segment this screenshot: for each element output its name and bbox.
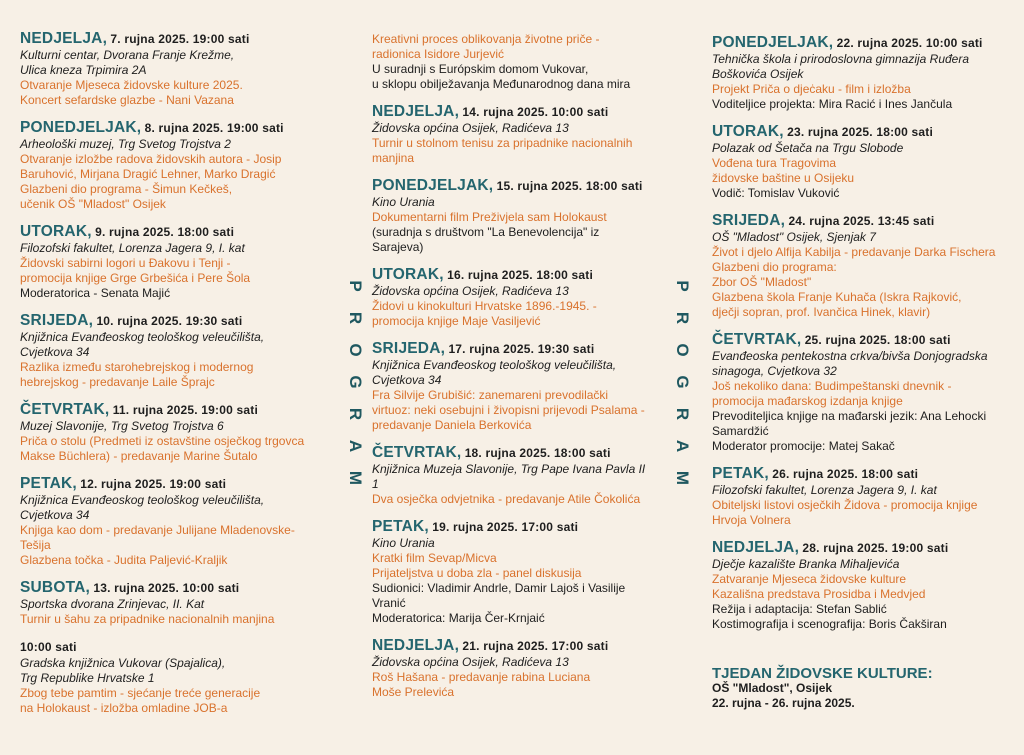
event-line: Glazbeni dio programa - Šimun Kečkeš,: [20, 182, 233, 196]
event-date: 13. rujna 2025. 10:00 sati: [93, 581, 240, 595]
event-line: manjina: [372, 151, 415, 165]
event-header: [372, 444, 647, 462]
event-day: ČETVRTAK,: [20, 401, 110, 418]
event-date: 25. rujna 2025. 18:00 sati: [804, 333, 951, 347]
program-column-3: [712, 34, 1012, 643]
event-location: Muzej Slavonije, Trg Svetog Trojstva 6: [20, 419, 224, 433]
event-header: [20, 223, 320, 241]
event-date: 11. rujna 2025. 19:00 sati: [112, 403, 258, 417]
event-line: promocija knjige Grge Grbešića i Pere Šola: [20, 271, 251, 285]
event-day: ČETVRTAK,: [712, 331, 802, 348]
event-location: Knjižnica Evanđeoskog teološkog veleučilišta,: [20, 330, 265, 344]
event-block: [372, 518, 647, 626]
event-location: Filozofski fakultet, Lorenza Jagera 9, I. kat: [20, 241, 245, 255]
event-line: Još nekoliko dana: Budimpeštanski dnevnik -: [712, 379, 952, 393]
final-block: [712, 660, 1012, 711]
event-location: Knjižnica Evanđeoskog teološkog veleučilišta,: [372, 358, 617, 372]
event-line: Razlika između starohebrejskog i modernog: [20, 360, 254, 374]
event-location: Dječje kazalište Branka Mihaljevića: [712, 557, 900, 571]
event-line: Vranić: [372, 596, 406, 610]
event-line: Moderatorica - Senata Majić: [20, 286, 171, 300]
event-date: 17. rujna 2025. 19:30 sati: [448, 342, 595, 356]
event-location: Cvjetkova 34: [20, 345, 90, 359]
event-location: Kino Urania: [372, 536, 435, 550]
event-line: promocija mađarskog izdanja knjige: [712, 394, 903, 408]
event-line: dječji sopran, prof. Ivančica Hinek, klavir): [712, 305, 931, 319]
event-day: PONEDJELJAK,: [712, 34, 834, 51]
event-line: Roš Hašana - predavanje rabina Luciana: [372, 670, 591, 684]
program-letter: P: [346, 280, 365, 292]
event-date: 18. rujna 2025. 18:00 sati: [464, 446, 611, 460]
event-block: [20, 638, 320, 716]
event-date: 26. rujna 2025. 18:00 sati: [772, 467, 919, 481]
event-day: ČETVRTAK,: [372, 444, 462, 461]
program-letter: R: [673, 311, 692, 325]
event-date: 8. rujna 2025. 19:00 sati: [144, 121, 284, 135]
event-block: [372, 340, 647, 433]
program-letter: P: [673, 280, 692, 292]
event-block: [372, 444, 647, 507]
event-day: SRIJEDA,: [372, 340, 446, 357]
event-line: Otvaranje izložbe radova židovskih autora - Josip: [20, 152, 282, 166]
event-header: [712, 212, 1012, 230]
event-line: Zbor OŠ "Mladost": [712, 275, 812, 289]
event-line: Život i djelo Alfija Kabilja - predavanje Darka Fischera: [712, 245, 996, 259]
event-header: [20, 475, 320, 493]
event-day: UTORAK,: [20, 223, 92, 240]
event-location: Arheološki muzej, Trg Svetog Trojstva 2: [20, 137, 231, 151]
program-letter: G: [346, 375, 365, 389]
event-block: [372, 32, 647, 92]
program-vertical-label-right: [667, 270, 692, 494]
event-header: [372, 518, 647, 536]
event-location: sinagoga, Cvjetkova 32: [712, 364, 837, 378]
event-line: Kreativni proces oblikovanja životne priče -: [372, 32, 600, 46]
event-block: [20, 475, 320, 568]
final-title: TJEDAN ŽIDOVSKE KULTURE:: [712, 665, 933, 682]
event-location: Židovska općina Osijek, Radićeva 13: [372, 284, 569, 298]
event-date: 16. rujna 2025. 18:00 sati: [447, 268, 594, 282]
final-school: OŠ "Mladost", Osijek: [712, 681, 833, 695]
event-block: [712, 539, 1012, 632]
event-location: Tehnička škola i prirodoslovna gimnazija Ruđera: [712, 52, 970, 66]
event-block: [712, 465, 1012, 528]
event-day: SRIJEDA,: [20, 312, 94, 329]
event-location: Cvjetkova 34: [20, 508, 90, 522]
program-column-2: [372, 32, 647, 711]
event-location: Cvjetkova 34: [372, 373, 442, 387]
event-line: Zatvaranje Mjeseca židovske kulture: [712, 572, 907, 586]
event-location: Knjižnica Muzeja Slavonije, Trg Pape Ivana Pavla II 1: [372, 462, 646, 491]
event-line: židovske baštine u Osijeku: [712, 171, 855, 185]
event-location: Polazak od Šetača na Trgu Slobode: [712, 141, 904, 155]
event-location: OŠ "Mladost" Osijek, Sjenjak 7: [712, 230, 876, 244]
event-day: PETAK,: [372, 518, 429, 535]
event-line: Dva osječka odvjetnika - predavanje Atile Čokolića: [372, 492, 641, 506]
event-line: Vodič: Tomislav Vuković: [712, 186, 840, 200]
event-header: [20, 30, 320, 48]
event-line: predavanje Daniela Berkovića: [372, 418, 532, 432]
event-line: Sarajeva): [372, 240, 424, 254]
program-letter: O: [673, 343, 692, 357]
event-line: Glazbena škola Franje Kuhača (Iskra Rajković,: [712, 290, 962, 304]
event-header: [20, 638, 320, 656]
event-line: Knjiga kao dom - predavanje Julijane Mladenovske-: [20, 523, 295, 537]
event-line: Priča o stolu (Predmeti iz ostavštine osječkog trgovca: [20, 434, 305, 448]
event-location: Knjižnica Evanđeoskog teološkog veleučilišta,: [20, 493, 265, 507]
event-header: [20, 579, 320, 597]
event-header: [712, 123, 1012, 141]
event-block: [20, 119, 320, 212]
event-block: [372, 103, 647, 166]
event-location: Kulturni centar, Dvorana Franje Krežme,: [20, 48, 235, 62]
event-block: [712, 34, 1012, 112]
event-date: 28. rujna 2025. 19:00 sati: [802, 541, 949, 555]
event-block: [20, 223, 320, 301]
event-line: Fra Silvije Grubišić: zanemareni prevodilački: [372, 388, 609, 402]
event-line: radionica Isidore Jurjević: [372, 47, 505, 61]
event-header: [372, 340, 647, 358]
event-day: UTORAK,: [712, 123, 784, 140]
event-line: Glazbena točka - Judita Paljević-Kraljik: [20, 553, 228, 567]
event-header: [712, 539, 1012, 557]
event-date: 21. rujna 2025. 17:00 sati: [462, 639, 609, 653]
event-line: Moderatorica: Marija Čer-Krnjaić: [372, 611, 545, 625]
program-letter: A: [673, 439, 692, 453]
event-location: Evanđeoska pentekostna crkva/bivša Donjogradska: [712, 349, 988, 363]
event-date: 15. rujna 2025. 18:00 sati: [496, 179, 643, 193]
event-header: [20, 119, 320, 137]
event-line: Židovski sabirni logori u Đakovu i Tenji -: [20, 256, 231, 270]
event-header: [372, 103, 647, 121]
event-location: Sportska dvorana Zrinjevac, II. Kat: [20, 597, 205, 611]
event-line: Kostimografija i scenografija: Boris Čakširan: [712, 617, 947, 631]
event-location: Filozofski fakultet, Lorenza Jagera 9, I. kat: [712, 483, 937, 497]
event-header: [372, 637, 647, 655]
event-block: [20, 30, 320, 108]
event-line: Makse Büchlera) - predavanje Marine Šutalo: [20, 449, 258, 463]
event-line: Projekt Priča o djeċaku - film i izložba: [712, 82, 911, 96]
event-day: NEDJELJA,: [372, 637, 460, 654]
program-letter: R: [346, 311, 365, 325]
event-header: [20, 401, 320, 419]
program-letter: M: [673, 470, 692, 486]
event-line: virtuoz: neki osebujni i živopisni prijevodi Psalama -: [372, 403, 645, 417]
event-block: [372, 266, 647, 329]
event-location: Boškovića Osijek: [712, 67, 804, 81]
event-location: Gradska knjižnica Vukovar (Spajalica),: [20, 656, 226, 670]
event-block: [372, 637, 647, 700]
final-dates: 22. rujna - 26. rujna 2025.: [712, 696, 855, 710]
event-block: [712, 331, 1012, 454]
event-line: U suradnji s Európskim domom Vukovar,: [372, 62, 589, 76]
event-location: Židovska općina Osijek, Radićeva 13: [372, 655, 569, 669]
program-letter: O: [346, 343, 365, 357]
event-date: 19. rujna 2025. 17:00 sati: [432, 520, 579, 534]
event-date: 9. rujna 2025. 18:00 sati: [95, 225, 235, 239]
event-block: [712, 123, 1012, 201]
event-day: PONEDJELJAK,: [372, 177, 494, 194]
event-line: Baruhović, Mirjana Dragić Lehner, Marko Dragić: [20, 167, 276, 181]
event-day: PONEDJELJAK,: [20, 119, 142, 136]
program-letter: R: [346, 407, 365, 421]
event-line: Vođena tura Tragovima: [712, 156, 837, 170]
event-line: Tešija: [20, 538, 51, 552]
event-day: NEDJELJA,: [372, 103, 460, 120]
event-line: Zbog tebe pamtim - sjećanje treće generacije: [20, 686, 261, 700]
event-location: Židovska općina Osijek, Radićeva 13: [372, 121, 569, 135]
event-line: Turnir u šahu za pripadnike nacionalnih manjina: [20, 612, 275, 626]
event-date: 14. rujna 2025. 10:00 sati: [462, 105, 609, 119]
event-line: Kazališna predstava Prosidba i Medvjed: [712, 587, 926, 601]
program-letter: A: [346, 439, 365, 453]
event-block: [20, 401, 320, 464]
event-date: 10:00 sati: [20, 640, 77, 654]
event-line: hebrejskog - predavanje Laile Šprajc: [20, 375, 215, 389]
event-date: 7. rujna 2025. 19:00 sati: [110, 32, 250, 46]
event-line: učenik OŠ "Mladost" Osijek: [20, 197, 166, 211]
event-day: NEDJELJA,: [20, 30, 108, 47]
event-day: NEDJELJA,: [712, 539, 800, 556]
event-day: SUBOTA,: [20, 579, 90, 596]
event-line: Turnir u stolnom tenisu za pripadnike nacionalnih: [372, 136, 633, 150]
event-location: Kino Urania: [372, 195, 435, 209]
event-line: na Holokaust - izložba omladine JOB-a: [20, 701, 228, 715]
event-header: [712, 331, 1012, 349]
event-line: Obiteljski listovi osječkih Židova - promocija knjige: [712, 498, 978, 512]
event-date: 12. rujna 2025. 19:00 sati: [80, 477, 227, 491]
event-location: Trg Republike Hrvatske 1: [20, 671, 155, 685]
event-line: Moše Prelevića: [372, 685, 455, 699]
event-line: Hrvoja Volnera: [712, 513, 791, 527]
program-letter: R: [673, 407, 692, 421]
event-day: SRIJEDA,: [712, 212, 786, 229]
event-day: PETAK,: [20, 475, 77, 492]
event-date: 10. rujna 2025. 19:30 sati: [96, 314, 243, 328]
event-block: [20, 579, 320, 627]
event-header: [712, 34, 1012, 52]
event-line: Voditeljice projekta: Mira Racić i Ines Jančula: [712, 97, 953, 111]
event-line: Židovi u kinokulturi Hrvatske 1896.-1945. -: [372, 299, 597, 313]
event-line: Dokumentarni film Preživjela sam Holokaust: [372, 210, 607, 224]
event-line: Sudionici: Vladimir Andrle, Damir Lajoš i Vasilije: [372, 581, 626, 595]
event-line: Samardžić: [712, 424, 769, 438]
event-line: Prevoditeljica knjige na mađarski jezik: Ana Lehocki: [712, 409, 987, 423]
event-header: [712, 465, 1012, 483]
event-block: [372, 177, 647, 255]
event-block: [712, 212, 1012, 320]
program-letter: G: [673, 375, 692, 389]
event-header: [372, 177, 647, 195]
event-date: 23. rujna 2025. 18:00 sati: [787, 125, 934, 139]
event-line: Moderator promocije: Matej Sakač: [712, 439, 895, 453]
event-block: [20, 312, 320, 390]
event-day: PETAK,: [712, 465, 769, 482]
event-line: Kratki film Sevap/Micva: [372, 551, 497, 565]
event-line: Koncert sefardske glazbe - Nani Vazana: [20, 93, 234, 107]
program-letter: M: [346, 470, 365, 486]
program-vertical-label-left: [340, 270, 365, 494]
event-header: [20, 312, 320, 330]
event-line: Glazbeni dio programa:: [712, 260, 837, 274]
event-day: UTORAK,: [372, 266, 444, 283]
event-line: (suradnja s društvom "La Benevolencija" iz: [372, 225, 600, 239]
event-line: promocija knjige Maje Vasiljević: [372, 314, 541, 328]
event-location: Ulica kneza Trpimira 2A: [20, 63, 147, 77]
event-header: [372, 266, 647, 284]
event-line: u sklopu obilježavanja Međunarodnog dana mira: [372, 77, 631, 91]
program-column-1: [20, 30, 320, 727]
event-date: 22. rujna 2025. 10:00 sati: [836, 36, 983, 50]
event-line: Prijateljstva u doba zla - panel diskusija: [372, 566, 582, 580]
event-line: Otvaranje Mjeseca židovske kulture 2025.: [20, 78, 243, 92]
event-date: 24. rujna 2025. 13:45 sati: [788, 214, 935, 228]
event-line: Režija i adaptacija: Stefan Sablić: [712, 602, 887, 616]
